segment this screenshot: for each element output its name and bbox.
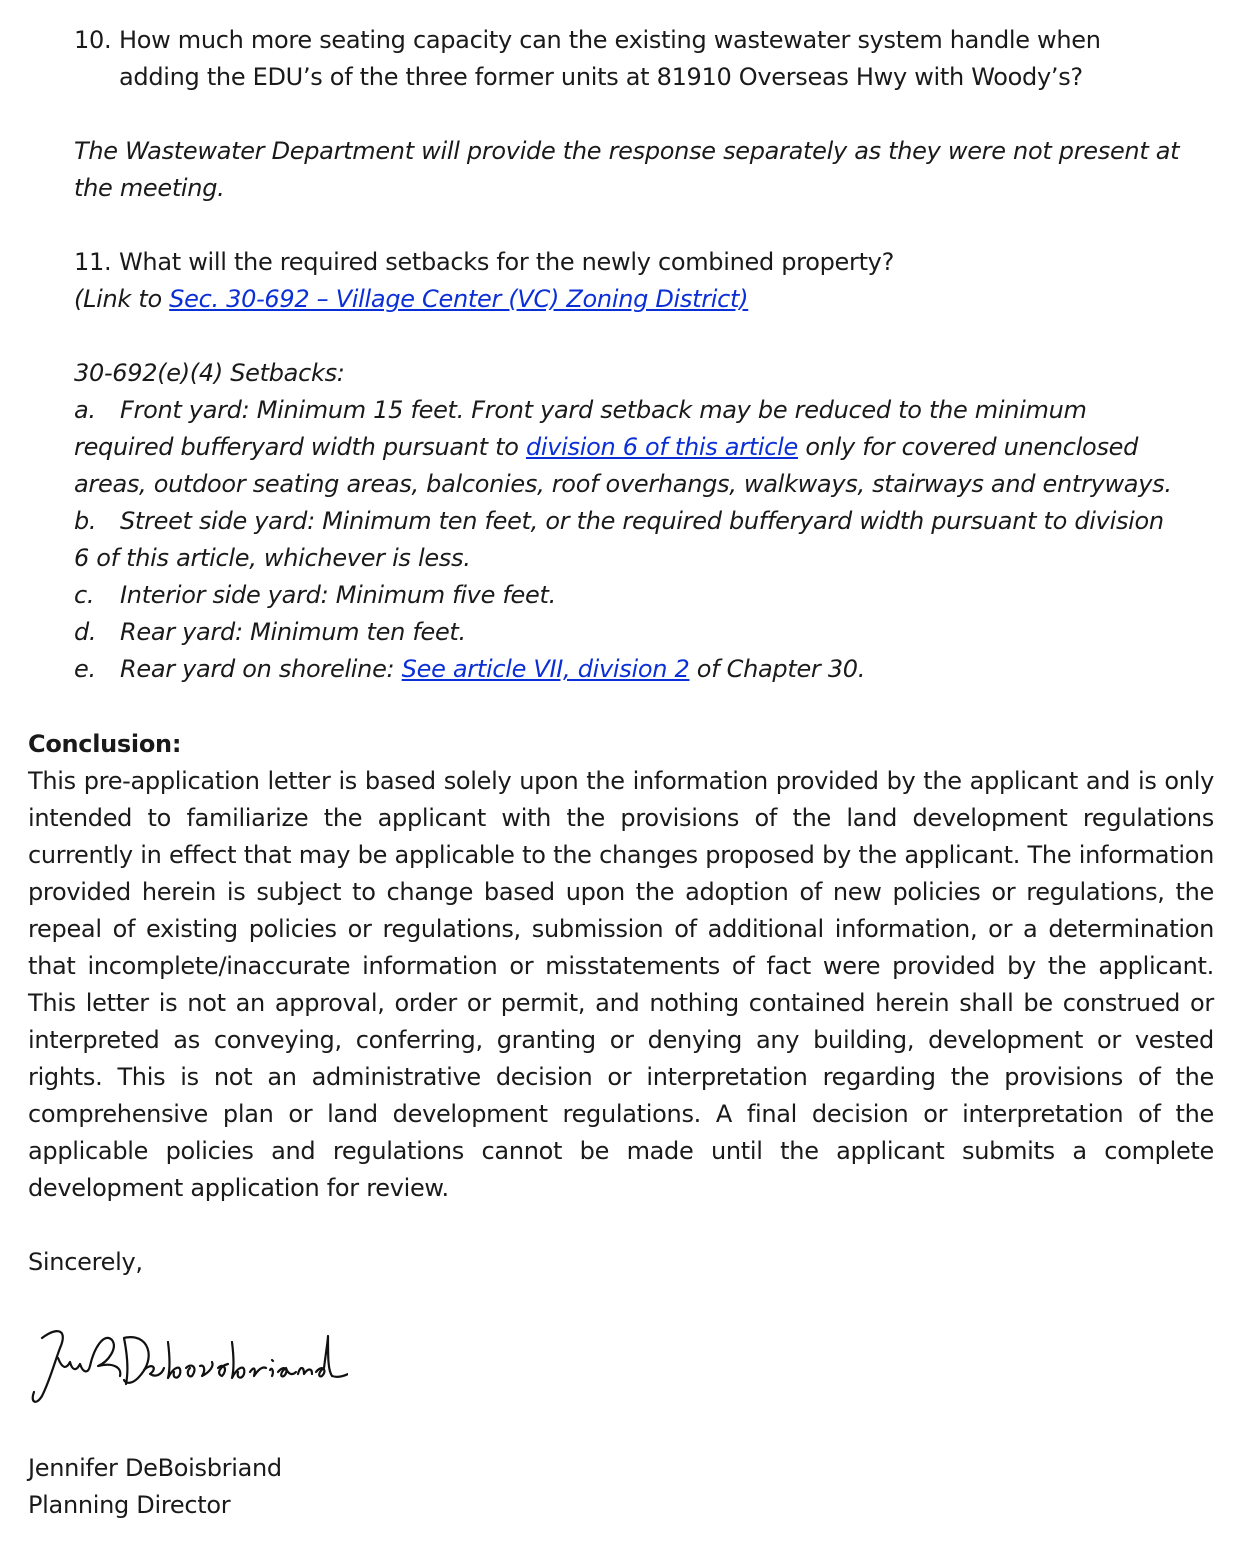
question-10: [74, 22, 1184, 96]
setback-text: Street side yard: Minimum ten feet, or the required bufferyard width pursuant to division: [120, 507, 1164, 535]
article-vii-link[interactable]: See article VII, division 2: [401, 655, 690, 683]
question-line: How much more seating capacity can the existing wastewater system handle when: [119, 26, 1101, 54]
question-number: 10.: [74, 26, 112, 54]
setback-item-a: [74, 392, 1224, 429]
setback-text: Interior side yard: Minimum five feet.: [120, 581, 556, 609]
question-link-line: [74, 281, 1184, 318]
list-marker: e.: [74, 655, 96, 683]
list-marker: a.: [74, 396, 96, 424]
setback-text: required bufferyard width pursuant to: [74, 433, 526, 461]
setback-item-a-cont: [74, 429, 1224, 466]
salutation: Sincerely,: [28, 1248, 143, 1276]
question-11: [74, 244, 1184, 318]
setback-text: only for covered unenclosed: [798, 433, 1139, 461]
signer-title: Planning Director: [28, 1491, 231, 1519]
signer-name: Jennifer DeBoisbriand: [28, 1454, 282, 1482]
list-marker: c.: [74, 581, 95, 609]
setbacks-section: [74, 355, 1224, 688]
setback-item-b-cont: 6 of this article, whichever is less.: [74, 544, 471, 572]
question-line: adding the EDU’s of the three former units at 81910 Overseas Hwy with Woody’s?: [119, 63, 1083, 91]
setback-item-a-cont: areas, outdoor seating areas, balconies, roof overhangs, walkways, stairways and entryways.: [74, 470, 1172, 498]
answer-line: the meeting.: [74, 174, 225, 202]
setback-text: Rear yard on shoreline:: [120, 655, 402, 683]
link-prefix: (Link to: [74, 285, 170, 313]
setback-text: Front yard: Minimum 15 feet. Front yard setback may be reduced to the minimum: [120, 396, 1087, 424]
signature-block: [28, 1450, 282, 1524]
signature: [28, 1318, 348, 1413]
conclusion-heading: Conclusion:: [28, 730, 182, 758]
setback-item-d: [74, 614, 1224, 651]
list-marker: b.: [74, 507, 97, 535]
answer-10: [74, 133, 1224, 207]
question-number: 11.: [74, 248, 112, 276]
division-6-link[interactable]: division 6 of this article: [525, 433, 798, 461]
setback-item-e: [74, 651, 1224, 688]
list-marker: d.: [74, 618, 97, 646]
setbacks-heading: 30-692(e)(4) Setbacks:: [74, 359, 345, 387]
setback-text: Rear yard: Minimum ten feet.: [120, 618, 466, 646]
setback-text: of Chapter 30.: [689, 655, 866, 683]
conclusion-section: [28, 726, 1214, 1207]
question-line: What will the required setbacks for the newly combined property?: [119, 248, 895, 276]
setback-item-c: [74, 577, 1224, 614]
answer-line: The Wastewater Department will provide the response separately as they were not present at: [74, 137, 1180, 165]
conclusion-body: This pre-application letter is based solely upon the information provided by the applicant and is only intended to familiarize the applicant with the provisions of the land development regulations currently in effect that may be applicable to the changes proposed by the applicant. The information provided herein is subject to change based upon the adoption of new policies or regulations, the repeal of existing policies or regulations, submission of additional information, or a determination that incomplete/inaccurate information or misstatements of fact were provided by the applicant. This letter is not an approval, order or permit, and nothing contained herein shall be construed or interpreted as conveying, conferring, granting or denying any building, development or vested rights. This is not an administrative decision or interpretation regarding the provisions of the comprehensive plan or land development regulations. A final decision or interpretation of the applicable policies and regulations cannot be made until the applicant submits a complete development application for review.: [28, 767, 1214, 1202]
setback-item-b: [74, 503, 1224, 540]
zoning-district-link[interactable]: Sec. 30-692 – Village Center (VC) Zoning District): [169, 285, 749, 313]
